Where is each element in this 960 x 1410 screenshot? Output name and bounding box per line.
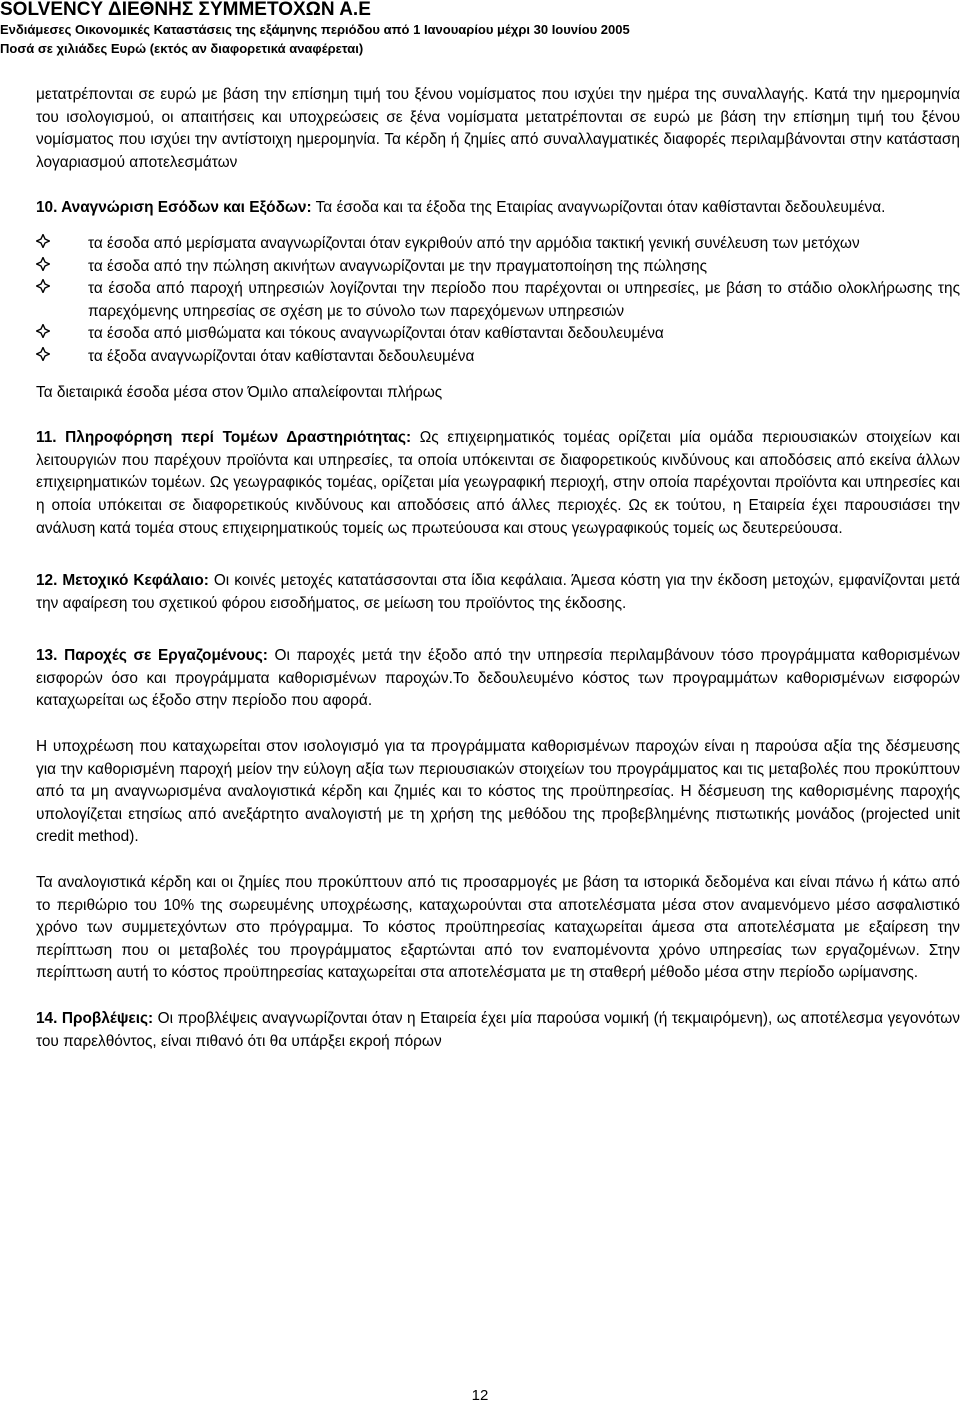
document-header <box>0 0 960 58</box>
intercompany-note: Τα διεταιρικά έσοδα μέσα στον Όμιλο απαλείφονται πλήρως <box>36 383 443 401</box>
diamond-bullet-icon <box>36 323 56 346</box>
diamond-bullet-icon <box>36 278 56 301</box>
list-item: τα έσοδα από μερίσματα αναγνωρίζονται όταν εγκριθούν από την αρμόδια τακτική γενική συνέλευση των μετόχων <box>36 233 960 256</box>
section-13 <box>36 645 960 713</box>
section-13-paragraph-3: Τα αναλογιστικά κέρδη και οι ζημίες που προκύπτουν από τις προσαρμογές με βάση τα ιστορικά δεδομένα και είναι πάνω ή κάτω από το περιθώριο του 10% της σωρευμένης υποχρέωσης, καταχωρούνται στα αποτελέσματα μέσα στον αναμενόμενο μέσο ασφαλιστικό χρόνο των συμμετεχόντων στο πρόγραμμα. Το κόστος προϋπηρεσίας καταχωρείται άμεσα στα αποτελέσματα με εξαίρεση την περίπτωση που οι μεταβολές του προγράμματος εξαρτώνται από τον εναπομένοντα χρόνο υπηρεσίας των εργαζομένων. Στην περίπτωση αυτή το κόστος προϋπηρεσίας καταχωρείται στα αποτελέσματα με τη σταθερή μέθοδο μέσα στην περίοδο ωρίμανσης. <box>36 874 960 982</box>
diamond-bullet-icon <box>36 346 56 369</box>
section-10 <box>36 197 960 220</box>
diamond-bullet-icon <box>36 233 56 256</box>
revenue-recognition-list <box>36 233 960 369</box>
section-12-text: Οι κοινές μετοχές κατατάσσονται στα ίδια κεφάλαια. Άμεσα κόστη για την έκδοση μετοχών, εμφανίζονται μετά την αφαίρεση του σχετικού φόρου εισοδήματος, σε μείωση του προϊόντος της έκδοσης. <box>36 572 960 612</box>
section-14-heading: 14. Προβλέψεις: <box>36 1010 154 1027</box>
section-10-text: Τα έσοδα και τα έξοδα της Εταιρίας αναγνωρίζονται όταν καθίστανται δεδουλευμένα. <box>311 199 886 217</box>
section-14-text: Οι προβλέψεις αναγνωρίζονται όταν η Εταιρεία έχει μία παρούσα νομική (ή τεκμαιρόμενη), ως αποτέλεσμα γεγονότων του παρελθόντος, είναι πιθανό ότι θα υπάρξει εκροή πόρων <box>36 1010 960 1050</box>
statement-period: Ενδιάμεσες Οικονομικές Καταστάσεις της εξάμηνης περιόδου από 1 Ιανουαρίου μέχρι 30 Ιουνίου 2005 <box>0 22 630 37</box>
page-number: 12 <box>471 1387 489 1404</box>
section-11 <box>36 427 960 540</box>
section-11-heading: 11. Πληροφόρηση περί Τομέων Δραστηριότητας: <box>36 429 412 447</box>
section-12-heading: 12. Μετοχικό Κεφάλαιο: <box>36 572 209 590</box>
company-name: SOLVENCY ΔΙΕΘΝΗΣ ΣΥΜΜΕΤΟΧΩΝ Α.Ε <box>0 0 371 20</box>
diamond-bullet-icon <box>36 256 56 279</box>
section-13-paragraph-2: Η υποχρέωση που καταχωρείται στον ισολογισμό για τα προγράμματα καθορισμένων παροχών είναι η παρούσα αξία της δέσμευσης για την καθορισμένη παροχή μείον την εύλογη αξία των περιουσιακών στοιχείων του προγράμματος και τις μεταβολές που προκύπτουν από τα μη αναγνωρισμένα αναλογιστικά κέρδη και ζημιές και το κόστος της προϋπηρεσίας. Η δέσμευση της καθορισμένης παροχής υπολογίζεται ετησίως από ανεξάρτητο αναλογιστή με τη χρήση της μεθόδου της προβεβλημένης πιστωτικής μονάδος (projected unit credit method). <box>36 738 960 846</box>
list-item: τα έξοδα αναγνωρίζονται όταν καθίστανται δεδουλευμένα <box>36 346 960 369</box>
section-12 <box>36 570 960 615</box>
list-item: τα έσοδα από παροχή υπηρεσιών λογίζονται την περίοδο που παρέχονται οι υπηρεσίες, με βάση το στάδιο ολοκλήρωσης της παρεχόμενης υπηρεσίας σε σχέση με το σύνολο των παρεχόμενων υπηρεσιών <box>36 278 960 323</box>
section-13-heading: 13. Παροχές σε Εργαζομένους: <box>36 647 268 665</box>
section-10-heading: 10. Αναγνώριση Εσόδων και Εξόδων: <box>36 199 312 217</box>
fx-paragraph: μετατρέπονται σε ευρώ με βάση την επίσημη τιμή του ξένου νομίσματος που ισχύει την ημέρα της συναλλαγής. Κατά την ημερομηνία του ισολογισμού, οι απαιτήσεις και υποχρεώσεις σε ξένα νομίσματα μετατρέπονται σε ευρώ με βάση την επίσημη τιμή του ξένου νομίσματος που ισχύει την αντίστοιχη ημερομηνία. Τα κέρδη ή ζημίες από συναλλαγματικές διαφορές περιλαμβάνονται στην κατάσταση λογαριασμού αποτελεσμάτων <box>36 86 960 171</box>
currency-note: Ποσά σε χιλιάδες Ευρώ (εκτός αν διαφορετικά αναφέρεται) <box>0 41 364 56</box>
section-14 <box>36 1008 960 1053</box>
section-13-text: Οι παροχές μετά την έξοδο από την υπηρεσία περιλαμβάνουν τόσο προγράμματα καθορισμένων εισφορών όσο και προγράμματα καθορισμένων παροχών.Το δεδουλευμένο κόστος των προγραμμάτων καθορισμένων εισφορών καταχωρείται ως έξοδο στην περίοδο που αφορά. <box>36 647 960 710</box>
list-item: τα έσοδα από την πώληση ακινήτων αναγνωρίζονται με την πραγματοποίηση της πώλησης <box>36 256 960 279</box>
list-item: τα έσοδα από μισθώματα και τόκους αναγνωρίζονται όταν καθίστανται δεδουλευμένα <box>36 323 960 346</box>
section-11-text: Ως επιχειρηματικός τομέας ορίζεται μία ομάδα περιουσιακών στοιχείων και λειτουργιών που παρέχουν προϊόντα και υπηρεσίες, τα οποία υπόκεινται σε διαφορετικούς κινδύνους και αποδόσεις από εκείνα άλλων επιχειρηματικών τομέων. Ως γεωγραφικός τομέας, ορίζεται μία γεωγραφική περιοχή, στην οποία παρέχονται προϊόντα και υπηρεσίες και η οποία υπόκειται σε διαφορετικούς κινδύνους και αποδόσεις από άλλες περιοχές. Ως εκ τούτου, η Εταιρεία έχει παρουσιάσει την ανάλυση κατά τομέα στους επιχειρηματικούς τομείς ως πρωτεύουσα και στους γεωγραφικούς τομείς ως δευτερεύουσα. <box>36 429 960 537</box>
page-content <box>36 84 960 1053</box>
